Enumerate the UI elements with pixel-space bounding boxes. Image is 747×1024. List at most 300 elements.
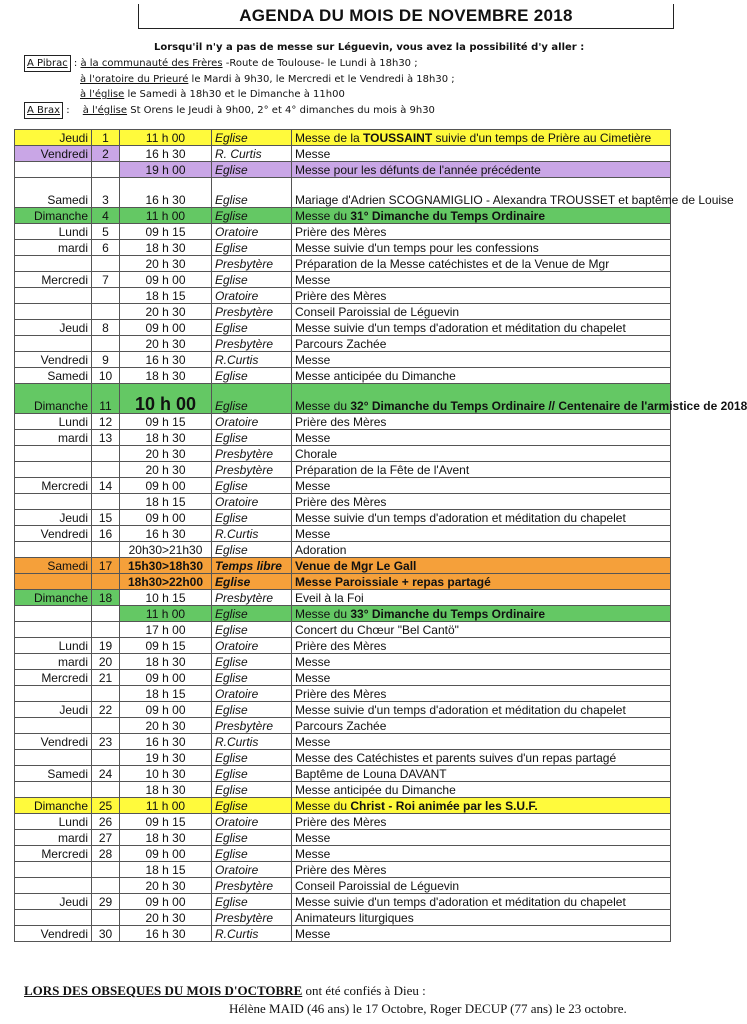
agenda-cell-event [292, 162, 671, 178]
cell-text: 16 h 30 [145, 353, 186, 367]
agenda-cell-time [120, 478, 212, 494]
agenda-row [15, 462, 671, 478]
event-text: Prière des Mères [295, 815, 387, 829]
agenda-cell-place [212, 782, 292, 798]
agenda-cell-time [120, 162, 212, 178]
agenda-cell-day [15, 178, 92, 208]
event-text: Messe [295, 479, 331, 493]
cell-text: 9 [102, 353, 109, 367]
brax-place: à l'église [82, 105, 128, 116]
agenda-cell-event [292, 542, 671, 558]
event-text: Chorale [295, 447, 338, 461]
agenda-cell-day [15, 766, 92, 782]
event-text: Prière des Mères [295, 289, 387, 303]
cell-text: 11 h 00 [145, 209, 186, 223]
agenda-cell-event [292, 224, 671, 240]
cell-text: 17 [98, 559, 113, 573]
cell-text: Eglise [215, 163, 248, 177]
cell-text: 09 h 00 [145, 895, 186, 909]
agenda-cell-num [92, 304, 120, 320]
cell-text: 27 [98, 831, 113, 845]
agenda-cell-num [92, 368, 120, 384]
cell-text: Eglise [215, 751, 248, 765]
cell-text: 18 h 15 [145, 289, 186, 303]
agenda-cell-time [120, 430, 212, 446]
agenda-cell-time [120, 288, 212, 304]
agenda-cell-time [120, 718, 212, 734]
agenda-cell-num [92, 414, 120, 430]
agenda-cell-event [292, 446, 671, 462]
cell-text: 15 [98, 511, 113, 525]
agenda-cell-day [15, 146, 92, 162]
cell-text: Presbytère [215, 257, 274, 271]
cell-text: 20 h 30 [145, 463, 186, 477]
agenda-cell-day [15, 304, 92, 320]
event-text: Préparation de la Messe catéchistes et de la Venue de Mgr [295, 257, 610, 271]
agenda-cell-place [212, 542, 292, 558]
agenda-cell-place [212, 670, 292, 686]
event-text: Messe suivie d'un temps d'adoration et méditation du chapelet [295, 511, 626, 525]
agenda-cell-time [120, 462, 212, 478]
agenda-cell-place [212, 638, 292, 654]
cell-text: R.Curtis [215, 527, 259, 541]
agenda-cell-time [120, 926, 212, 942]
agenda-cell-day [15, 862, 92, 878]
cell-text: 18 h 30 [145, 431, 186, 445]
event-text: Messe des Catéchistes et parents suives d'un repas partagé [295, 751, 617, 765]
cell-text: Eglise [215, 241, 248, 255]
cell-text: Vendredi [40, 353, 88, 367]
cell-text: 09 h 00 [145, 847, 186, 861]
event-text: Messe [295, 847, 331, 861]
pibrac-place-3: à l'église [80, 89, 125, 100]
cell-text: Jeudi [59, 895, 88, 909]
agenda-cell-time [120, 638, 212, 654]
brax-label: A Brax [24, 102, 63, 119]
cell-text: Eglise [215, 847, 248, 861]
agenda-row [15, 702, 671, 718]
cell-text: Vendredi [40, 927, 88, 941]
pibrac-text-1: -Route de Toulouse- le Lundi à 18h30 ; [222, 58, 418, 69]
event-text: Messe [295, 831, 331, 845]
agenda-cell-day [15, 320, 92, 336]
agenda-cell-day [15, 878, 92, 894]
agenda-cell-place [212, 622, 292, 638]
agenda-cell-place [212, 510, 292, 526]
agenda-cell-event [292, 178, 734, 208]
brax-line: A Brax : à l'église St Orens le Jeudi à 9h00, 2° et 4° dimanches du mois à 9h30 [24, 102, 714, 119]
agenda-cell-event [292, 130, 671, 146]
event-text: Messe du [295, 607, 351, 621]
agenda-cell-num [92, 638, 120, 654]
event-text: Prière des Mères [295, 495, 387, 509]
agenda-cell-time [120, 178, 212, 208]
agenda-cell-day [15, 734, 92, 750]
agenda-row [15, 718, 671, 734]
cell-text: 7 [102, 273, 109, 287]
cell-text: Temps libre [215, 559, 282, 573]
agenda-cell-place [212, 240, 292, 256]
cell-text: 16 h 30 [145, 927, 186, 941]
cell-text: 11 h 00 [145, 131, 186, 145]
cell-text: Samedi [47, 767, 88, 781]
agenda-table [14, 129, 747, 942]
cell-text: Presbytère [215, 719, 274, 733]
cell-text: Jeudi [59, 131, 88, 145]
cell-text: 18 h 30 [145, 369, 186, 383]
agenda-cell-num [92, 446, 120, 462]
agenda-cell-day [15, 240, 92, 256]
cell-text: 21 [98, 671, 113, 685]
cell-text: Eglise [215, 321, 248, 335]
cell-text: 11 h 00 [145, 607, 186, 621]
agenda-row [15, 814, 671, 830]
agenda-cell-place [212, 718, 292, 734]
agenda-cell-time [120, 352, 212, 368]
event-text: Messe [295, 147, 331, 161]
agenda-cell-day [15, 558, 92, 574]
agenda-row [15, 606, 671, 622]
agenda-cell-time [120, 574, 212, 590]
agenda-cell-num [92, 702, 120, 718]
agenda-cell-event [292, 288, 671, 304]
agenda-cell-num [92, 686, 120, 702]
cell-text: mardi [57, 831, 88, 845]
agenda-cell-event [292, 846, 671, 862]
cell-text: Presbytère [215, 463, 274, 477]
footer-heading-rest: ont été confiés à Dieu : [302, 983, 426, 998]
agenda-cell-event [292, 336, 671, 352]
agenda-row [15, 256, 671, 272]
agenda-cell-num [92, 782, 120, 798]
event-text: Parcours Zachée [295, 337, 387, 351]
agenda-cell-place [212, 336, 292, 352]
agenda-cell-event [292, 622, 671, 638]
agenda-cell-day [15, 622, 92, 638]
agenda-row [15, 654, 671, 670]
cell-text: 18 h 15 [145, 495, 186, 509]
cell-text: 18 h 15 [145, 863, 186, 877]
cell-text: 09 h 00 [145, 479, 186, 493]
agenda-cell-event [292, 526, 671, 542]
cell-text: Eglise [215, 209, 248, 223]
cell-text: Eglise [215, 369, 248, 383]
agenda-cell-num [92, 288, 120, 304]
cell-text: Lundi [58, 415, 88, 429]
cell-text: Eglise [215, 399, 248, 413]
event-text: Animateurs liturgiques [295, 911, 414, 925]
agenda-cell-time [120, 336, 212, 352]
cell-text: 09 h 00 [145, 511, 186, 525]
cell-text: 19 h 00 [145, 163, 186, 177]
cell-text: Lundi [58, 225, 88, 239]
agenda-cell-day [15, 510, 92, 526]
agenda-cell-day [15, 130, 92, 146]
cell-text: 20 h 30 [145, 447, 186, 461]
cell-text: Eglise [215, 831, 248, 845]
event-highlight: 33° Dimanche du Temps Ordinaire [350, 607, 545, 621]
agenda-cell-day [15, 750, 92, 766]
cell-text: Eglise [215, 799, 248, 813]
cell-text: 2 [102, 147, 109, 161]
agenda-cell-time [120, 542, 212, 558]
agenda-cell-time [120, 256, 212, 272]
agenda-cell-num [92, 878, 120, 894]
cell-text: Samedi [47, 559, 88, 573]
cell-text: Eglise [215, 273, 248, 287]
agenda-row [15, 830, 671, 846]
cell-text: R.Curtis [215, 353, 259, 367]
agenda-cell-time [120, 830, 212, 846]
agenda-cell-time [120, 686, 212, 702]
event-text: Prière des Mères [295, 415, 387, 429]
event-text: Concert du Chœur "Bel Cantö" [295, 623, 459, 637]
agenda-cell-place [212, 462, 292, 478]
agenda-cell-day [15, 638, 92, 654]
agenda-cell-place [212, 862, 292, 878]
agenda-row [15, 162, 671, 178]
agenda-cell-place [212, 766, 292, 782]
cell-text: 18 h 30 [145, 783, 186, 797]
agenda-cell-day [15, 686, 92, 702]
agenda-cell-event [292, 304, 671, 320]
agenda-row [15, 590, 671, 606]
cell-text: Jeudi [59, 703, 88, 717]
agenda-cell-event [292, 926, 671, 942]
cell-text: 11 h 00 [145, 799, 186, 813]
agenda-cell-time [120, 910, 212, 926]
event-text: Messe [295, 927, 331, 941]
agenda-cell-num [92, 862, 120, 878]
cell-text: Eglise [215, 767, 248, 781]
intro-section [24, 40, 714, 119]
event-text: Eveil à la Foi [295, 591, 364, 605]
event-text: Messe suivie d'un temps d'adoration et méditation du chapelet [295, 895, 626, 909]
agenda-cell-event [292, 462, 671, 478]
cell-text: Eglise [215, 575, 251, 589]
agenda-cell-event [292, 272, 671, 288]
agenda-cell-place [212, 558, 292, 574]
event-text: Messe [295, 273, 331, 287]
agenda-cell-num [92, 256, 120, 272]
agenda-cell-num [92, 814, 120, 830]
event-text: Messe [295, 353, 331, 367]
agenda-cell-event [292, 384, 747, 414]
cell-text: 26 [98, 815, 113, 829]
agenda-cell-day [15, 272, 92, 288]
agenda-cell-event [292, 782, 671, 798]
agenda-cell-day [15, 256, 92, 272]
agenda-row [15, 750, 671, 766]
event-text: Prière des Mères [295, 863, 387, 877]
agenda-cell-time [120, 130, 212, 146]
agenda-cell-day [15, 894, 92, 910]
cell-text: Oratoire [215, 815, 259, 829]
agenda-cell-event [292, 750, 671, 766]
agenda-row [15, 304, 671, 320]
agenda-cell-place [212, 750, 292, 766]
agenda-body [15, 130, 747, 942]
event-text: Messe suivie d'un temps d'adoration et méditation du chapelet [295, 321, 626, 335]
agenda-cell-day [15, 478, 92, 494]
agenda-cell-time [120, 878, 212, 894]
agenda-cell-time [120, 750, 212, 766]
agenda-cell-event [292, 718, 671, 734]
event-text: Messe du [295, 399, 351, 413]
cell-text: 20 [98, 655, 113, 669]
agenda-cell-time [120, 590, 212, 606]
agenda-cell-num [92, 542, 120, 558]
cell-text: Eglise [215, 655, 248, 669]
agenda-cell-day [15, 542, 92, 558]
agenda-cell-place [212, 526, 292, 542]
agenda-cell-day [15, 526, 92, 542]
cell-text: Eglise [215, 479, 248, 493]
agenda-cell-place [212, 878, 292, 894]
agenda-cell-event [292, 638, 671, 654]
agenda-row [15, 240, 671, 256]
cell-text: Oratoire [215, 495, 259, 509]
cell-text: Vendredi [40, 735, 88, 749]
cell-text: Eglise [215, 895, 248, 909]
cell-text: Vendredi [40, 147, 88, 161]
agenda-row [15, 782, 671, 798]
event-highlight: Christ - Roi animée par les S.U.F. [350, 799, 538, 813]
footer-heading: LORS DES OBSEQUES DU MOIS D'OCTOBRE [24, 983, 303, 998]
cell-text: Oratoire [215, 289, 259, 303]
cell-text: Eglise [215, 543, 248, 557]
agenda-row [15, 178, 671, 208]
agenda-row [15, 224, 671, 240]
agenda-cell-place [212, 798, 292, 814]
agenda-row [15, 910, 671, 926]
pibrac-place-1: à la communauté des Frères [80, 58, 223, 69]
agenda-cell-event [292, 878, 671, 894]
agenda-cell-event [292, 606, 671, 622]
agenda-cell-place [212, 352, 292, 368]
agenda-cell-event [292, 670, 671, 686]
agenda-cell-num [92, 766, 120, 782]
agenda-cell-place [212, 478, 292, 494]
agenda-cell-day [15, 798, 92, 814]
agenda-row [15, 446, 671, 462]
agenda-row [15, 526, 671, 542]
cell-text: 16 [98, 527, 113, 541]
agenda-cell-time [120, 846, 212, 862]
agenda-cell-time [120, 862, 212, 878]
agenda-cell-day [15, 352, 92, 368]
agenda-row [15, 798, 671, 814]
cell-text: Oratoire [215, 415, 259, 429]
agenda-cell-event [292, 798, 671, 814]
agenda-row [15, 510, 671, 526]
agenda-cell-day [15, 336, 92, 352]
agenda-cell-event [292, 894, 671, 910]
agenda-cell-time [120, 414, 212, 430]
cell-text: Dimanche [33, 399, 88, 413]
agenda-row [15, 638, 671, 654]
agenda-row [15, 494, 671, 510]
agenda-cell-day [15, 368, 92, 384]
agenda-cell-num [92, 622, 120, 638]
agenda-cell-num [92, 478, 120, 494]
cell-text: 19 h 30 [145, 751, 186, 765]
agenda-cell-num [92, 846, 120, 862]
agenda-cell-event [292, 256, 671, 272]
agenda-cell-event [292, 814, 671, 830]
agenda-cell-num [92, 146, 120, 162]
cell-text: 20 h 30 [145, 879, 186, 893]
cell-text: Presbytère [215, 447, 274, 461]
agenda-cell-event [292, 830, 671, 846]
event-text: Adoration [295, 543, 347, 557]
pibrac-place-2: à l'oratoire du Prieuré [80, 74, 189, 85]
cell-text: Oratoire [215, 225, 259, 239]
cell-text: 18 [98, 591, 113, 605]
agenda-row [15, 558, 671, 574]
agenda-cell-day [15, 782, 92, 798]
agenda-cell-place [212, 686, 292, 702]
agenda-cell-day [15, 846, 92, 862]
cell-text: 18h30>22h00 [127, 575, 204, 589]
agenda-cell-time [120, 208, 212, 224]
agenda-cell-time [120, 146, 212, 162]
agenda-row [15, 368, 671, 384]
cell-text: Eglise [215, 671, 248, 685]
event-text: Messe [295, 527, 331, 541]
agenda-cell-time [120, 670, 212, 686]
agenda-cell-num [92, 750, 120, 766]
cell-text: 24 [98, 767, 113, 781]
agenda-cell-day [15, 654, 92, 670]
agenda-cell-event [292, 368, 671, 384]
agenda-cell-day [15, 910, 92, 926]
agenda-cell-place [212, 146, 292, 162]
agenda-cell-num [92, 352, 120, 368]
cell-text: Mercredi [41, 273, 88, 287]
agenda-cell-day [15, 606, 92, 622]
cell-text: 4 [102, 209, 109, 223]
event-text: Messe pour les défunts de l'année précédente [295, 163, 541, 177]
agenda-cell-time [120, 526, 212, 542]
agenda-cell-num [92, 162, 120, 178]
agenda-cell-place [212, 208, 292, 224]
agenda-cell-num [92, 910, 120, 926]
cell-text: Vendredi [40, 527, 88, 541]
agenda-cell-place [212, 590, 292, 606]
agenda-cell-event [292, 208, 671, 224]
agenda-row [15, 846, 671, 862]
agenda-row [15, 130, 671, 146]
agenda-cell-event [292, 352, 671, 368]
cell-text: 29 [98, 895, 113, 909]
agenda-cell-time [120, 814, 212, 830]
agenda-cell-day [15, 718, 92, 734]
agenda-cell-day [15, 574, 92, 590]
cell-text: Oratoire [215, 863, 259, 877]
agenda-cell-time [120, 304, 212, 320]
cell-text: 10 h 30 [145, 767, 186, 781]
agenda-row [15, 894, 671, 910]
agenda-cell-event [292, 574, 671, 590]
cell-text: 18 h 30 [145, 655, 186, 669]
agenda-row [15, 320, 671, 336]
agenda-cell-place [212, 162, 292, 178]
agenda-cell-place [212, 830, 292, 846]
cell-text: 5 [102, 225, 109, 239]
agenda-row [15, 766, 671, 782]
agenda-cell-place [212, 654, 292, 670]
